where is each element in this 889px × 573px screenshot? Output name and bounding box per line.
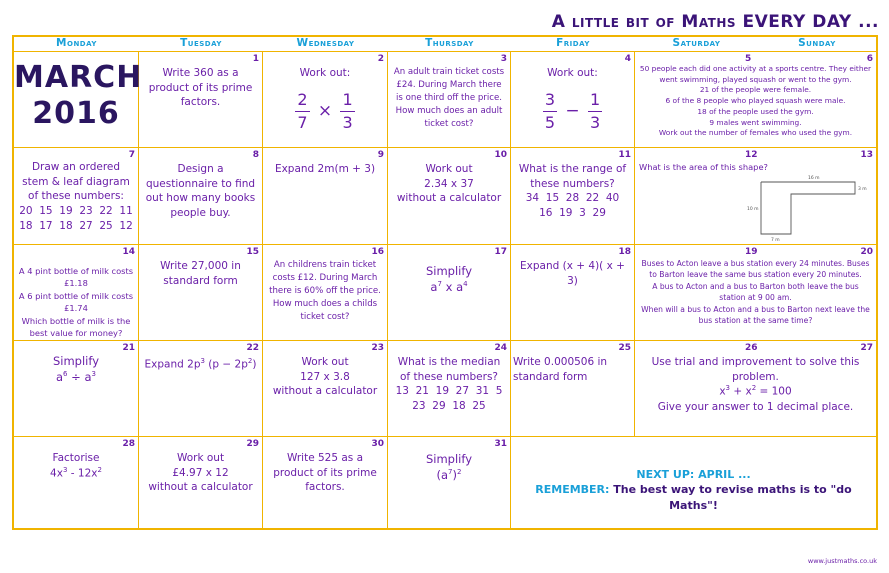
question-line: 50 people each did one activity at a sports centre. They either went swimming, played squash or went to the gym. — [639, 64, 872, 84]
expression: $a^7$ x $a^4$ — [430, 280, 468, 295]
day-cell-7 — [14, 148, 139, 245]
question-line: 18 of the people used the gym. — [697, 106, 814, 116]
question-line: Work out — [176, 452, 225, 464]
denominator: 5 — [544, 113, 556, 133]
number-list: 16 19 3 29 — [539, 207, 606, 220]
question-text: Write 525 as a product of its prime factors. — [273, 452, 377, 494]
question-text: Expand (x + 4)( x + 3) — [520, 260, 625, 287]
expression: $4x^3 - 12x^2$ — [50, 465, 102, 480]
question-text: What is the range of these numbers? — [518, 163, 627, 190]
day-number: 10 — [494, 150, 507, 160]
number-list: 23 29 18 25 — [412, 400, 486, 413]
number-list: 13 21 19 27 31 5 — [395, 385, 503, 398]
numerator: 2 — [295, 89, 309, 112]
site-url[interactable]: www.justmaths.co.uk — [807, 557, 877, 565]
equation: $x^3 + x^2 = 100$ — [719, 384, 792, 398]
day-number: 28 — [122, 439, 135, 449]
number-list: 18 17 18 27 25 12 — [19, 219, 133, 232]
question-text: Design a questionnaire to find out how many books people buy. — [145, 163, 256, 220]
question-label: Simplify — [52, 354, 100, 368]
day-cell-16 — [263, 245, 388, 341]
day-cell-24 — [388, 341, 511, 437]
question-line: without a calculator — [272, 385, 378, 398]
fraction — [543, 89, 557, 135]
day-cell-30 — [263, 437, 388, 530]
question-line: A bus to Acton and a bus to Barton both leave the bus station at 9 00 am. — [652, 281, 859, 303]
day-cell-14 — [14, 245, 139, 341]
header-monday: Monday — [56, 37, 97, 49]
remember-message: REMEMBER: The best way to revise maths is to "do Maths"! — [535, 483, 852, 512]
l-shape-diagram — [745, 172, 865, 244]
question-line: Use trial and improvement to solve this problem. — [651, 356, 860, 383]
day-cell-5-6 — [635, 52, 876, 148]
question-line: When will a bus to Acton and a bus to Barton next leave the bus station at the same time? — [641, 304, 870, 325]
day-cell-1 — [139, 52, 263, 148]
day-cell-25 — [511, 341, 635, 437]
day-number: 29 — [246, 439, 259, 449]
question-label: Work out: — [299, 67, 351, 79]
dim-label: 10 m — [747, 207, 759, 212]
dim-label: 16 m — [808, 176, 820, 181]
question-label: Simplify — [425, 452, 473, 466]
question-line: without a calculator — [396, 192, 502, 205]
day-cell-4 — [511, 52, 635, 148]
month-cell — [14, 52, 143, 148]
question-label: Work out: — [547, 67, 598, 79]
question-line: without a calculator — [148, 481, 253, 494]
day-cell-23 — [263, 341, 388, 437]
day-number: 5 — [745, 54, 752, 64]
day-number: 25 — [618, 343, 631, 353]
question-text: Write 27,000 in standard form — [160, 260, 241, 287]
expression: $(a^7)^2$ — [436, 468, 462, 483]
header-thursday: Thursday — [425, 37, 474, 49]
header-friday: Friday — [556, 37, 590, 49]
header-wednesday: Wednesday — [296, 37, 355, 49]
day-cell-31 — [388, 437, 511, 530]
question-line: Buses to Acton leave a bus station every 24 minutes. Buses to Barton leave the same bus station every 20 minutes. — [641, 259, 870, 280]
fraction — [588, 89, 602, 135]
day-number: 23 — [371, 343, 384, 353]
expression: Expand $2p^3$ $(p - 2p^2)$ — [144, 357, 257, 371]
day-cell-26-27 — [635, 341, 876, 437]
question-text: Draw an ordered stem & leaf diagram of these numbers: — [22, 161, 130, 203]
dim-label: 3 m — [858, 187, 867, 192]
day-number: 21 — [122, 343, 135, 353]
day-number: 26 — [745, 343, 758, 353]
number-list: 34 15 28 22 40 — [525, 192, 620, 205]
number-list: 20 15 19 23 22 11 — [19, 205, 133, 218]
day-cell-12-13 — [635, 148, 876, 245]
expression: $a^6 \div a^3$ — [55, 370, 96, 385]
question-text: Write 360 as a product of its prime factors. — [148, 67, 253, 109]
day-number: 30 — [371, 439, 384, 449]
day-cell-29 — [139, 437, 263, 530]
day-number: 14 — [122, 247, 135, 257]
month-title: MARCH — [14, 60, 143, 95]
question-text: Write 0.000506 in standard form — [513, 356, 608, 383]
day-cell-3 — [388, 52, 511, 148]
question-text — [639, 64, 872, 139]
calendar-grid — [12, 35, 878, 530]
question-line: A 4 pint bottle of milk costs £1.18 — [18, 266, 134, 289]
day-number: 4 — [624, 54, 631, 64]
numerator: 3 — [543, 89, 557, 112]
header-saturday: Saturday — [672, 37, 721, 49]
question-line: Give your answer to 1 decimal place. — [657, 400, 854, 413]
question-text: Expand 2m(m + 3) — [274, 163, 376, 175]
question-label: Simplify — [425, 264, 473, 278]
question-label: Factorise — [52, 452, 100, 464]
numerator: 1 — [340, 89, 354, 112]
day-cell-17 — [388, 245, 511, 341]
header-tuesday: Tuesday — [180, 37, 222, 49]
operator: × — [317, 100, 333, 121]
question-text: What is the area of this shape? — [639, 162, 768, 172]
day-number: 22 — [246, 343, 259, 353]
page-banner: A little bit of Maths EVERY DAY ... — [551, 12, 879, 32]
day-number: 9 — [377, 150, 384, 160]
day-cell-8 — [139, 148, 263, 245]
day-number: 15 — [246, 247, 259, 257]
day-number: 18 — [618, 247, 631, 257]
day-cell-15 — [139, 245, 263, 341]
dim-label: 7 m — [771, 238, 780, 243]
day-cell-19-20 — [635, 245, 876, 341]
operator: − — [565, 100, 580, 121]
day-number: 19 — [745, 247, 758, 257]
question-line: 6 of the 8 people who played squash were male. — [665, 96, 846, 106]
day-number: 31 — [494, 439, 507, 449]
day-number: 6 — [866, 54, 873, 64]
question-line: Which bottle of milk is the best value for money? — [21, 315, 131, 339]
fraction — [295, 89, 309, 135]
question-line: £4.97 x 12 — [172, 466, 229, 479]
denominator: 7 — [297, 113, 308, 133]
next-up-label: NEXT UP: APRIL ... — [636, 468, 751, 481]
day-cell-28 — [14, 437, 139, 530]
l-shape-outline — [761, 182, 855, 234]
fraction — [340, 89, 354, 135]
question-line: 2.34 x 37 — [424, 177, 474, 190]
question-text: What is the median of these numbers? — [397, 356, 501, 383]
denominator: 3 — [589, 113, 601, 133]
question-line: Work out the number of females who used the gym. — [658, 128, 853, 138]
question-line: 21 of the people were female. — [699, 85, 812, 95]
day-cell-9 — [263, 148, 388, 245]
question-line: 9 males went swimming. — [709, 117, 802, 127]
question-text: An childrens train ticket costs £12. During March there is 60% off the price. How much does a childs ticket cost? — [269, 260, 381, 322]
question-line: Work out — [301, 356, 349, 368]
day-cell-10 — [388, 148, 511, 245]
day-number: 17 — [494, 247, 507, 257]
day-number: 27 — [860, 343, 873, 353]
day-cell-21 — [14, 341, 139, 437]
day-number: 12 — [745, 150, 758, 160]
day-number: 3 — [500, 54, 507, 64]
day-number: 11 — [618, 150, 631, 160]
day-number: 13 — [860, 150, 873, 160]
day-number: 1 — [252, 54, 259, 64]
header-sunday: Sunday — [798, 37, 836, 49]
day-cell-2 — [263, 52, 388, 148]
day-number: 20 — [860, 247, 873, 257]
question-line: Work out — [425, 163, 473, 175]
day-number: 2 — [377, 54, 384, 64]
question-line: 127 x 3.8 — [300, 370, 350, 383]
denominator: 3 — [342, 113, 353, 133]
numerator: 1 — [588, 89, 602, 112]
day-cell-18 — [511, 245, 635, 341]
question-line: A 6 pint bottle of milk costs £1.74 — [18, 290, 134, 314]
day-number: 8 — [252, 150, 259, 160]
year-title: 2016 — [32, 96, 120, 131]
question-text: An adult train ticket costs £24. During March there is one third off the price. How much does an adult ticket cost? — [393, 67, 505, 129]
day-cell-22 — [139, 341, 263, 437]
day-cell-11 — [511, 148, 635, 245]
day-number: 16 — [371, 247, 384, 257]
day-number: 24 — [494, 343, 507, 353]
footer-message-cell — [511, 437, 876, 530]
day-number: 7 — [128, 150, 135, 160]
